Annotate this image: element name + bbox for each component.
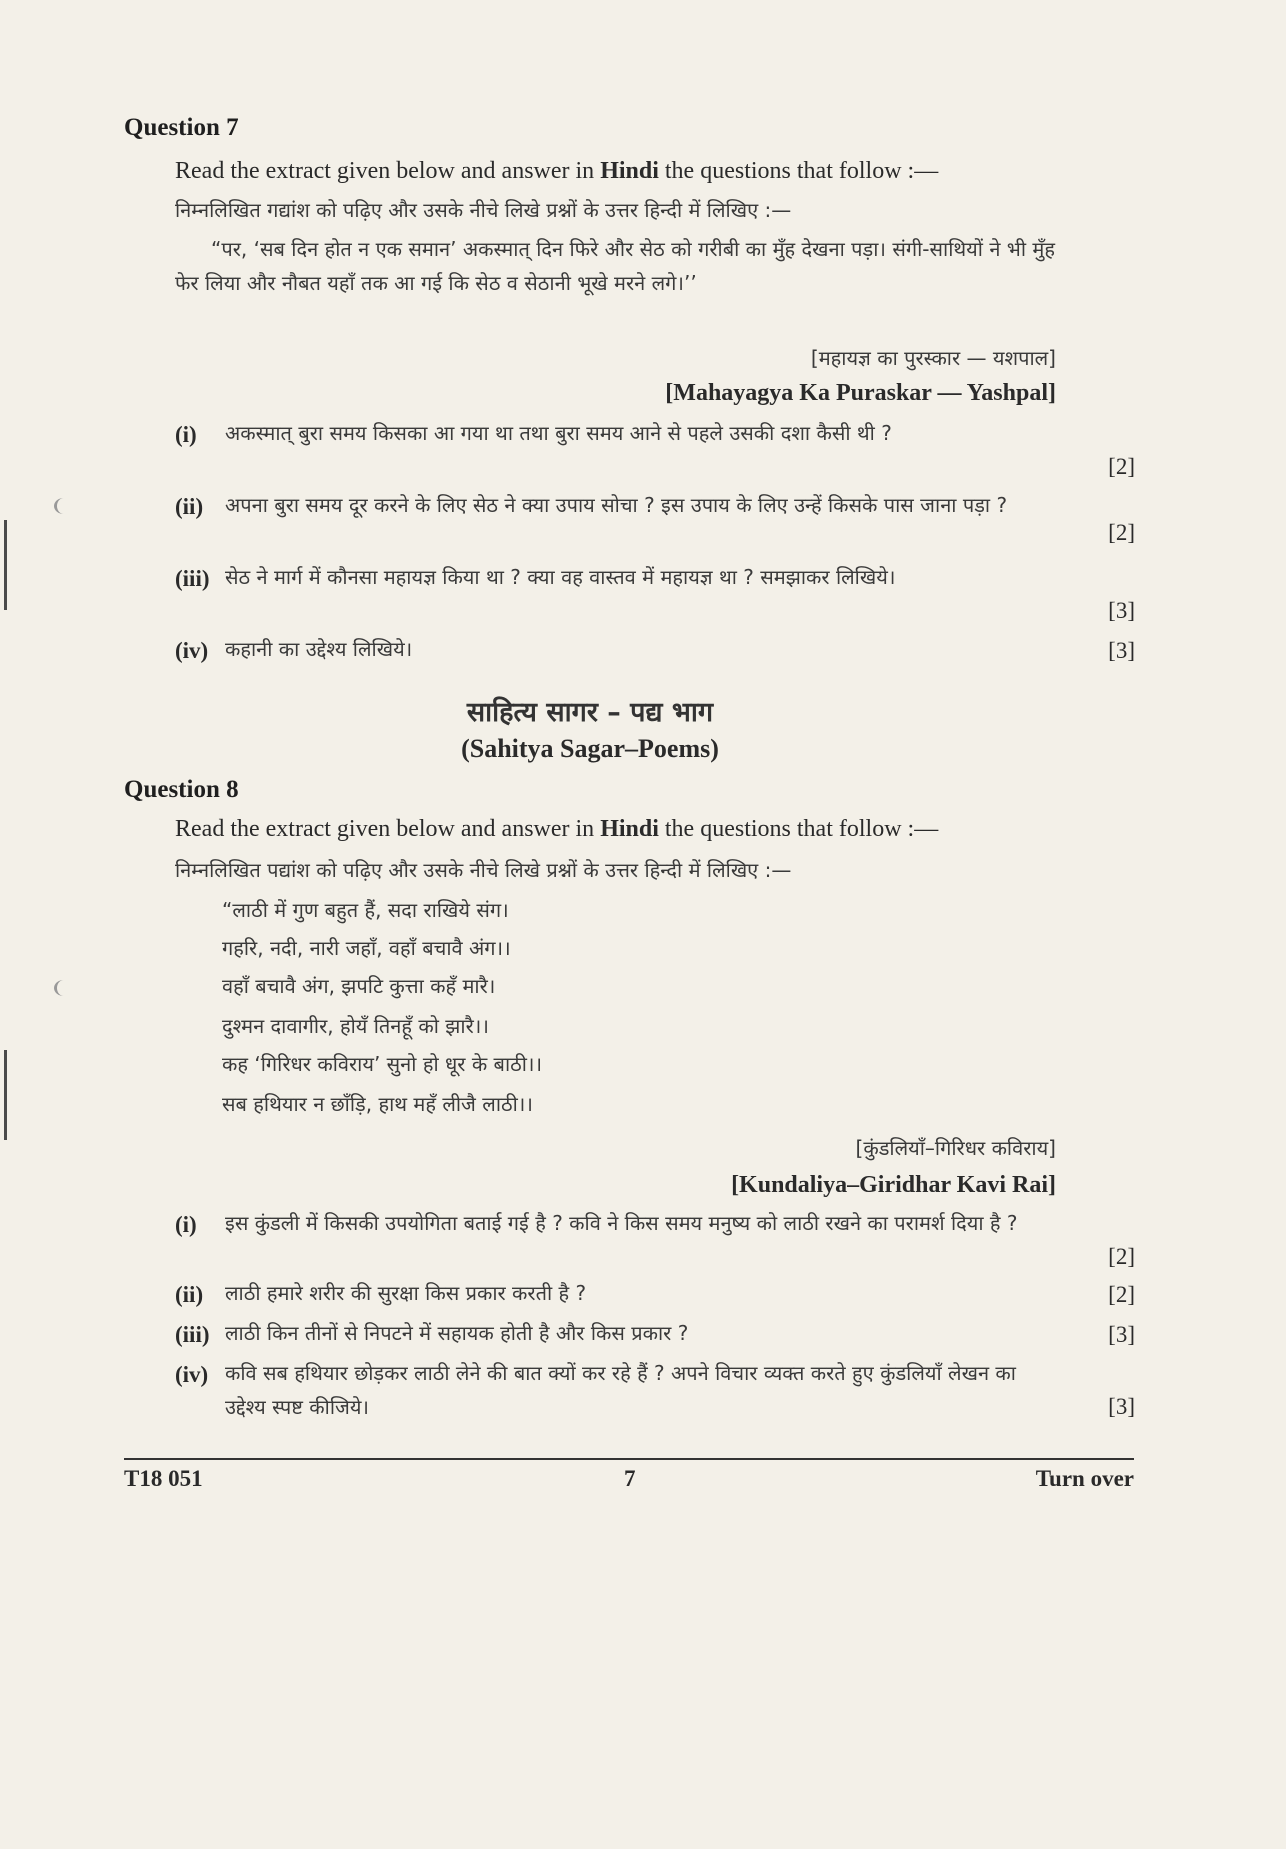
part-text: कवि सब हथियार छोड़कर लाठी लेने की बात क्यों कर रहे हैं ? अपने विचार व्यक्त करते हुए कुंडलियाँ लेखन का उद्देश्य स्पष्ट कीजिये। xyxy=(225,1361,1016,1419)
part-text: लाठी किन तीनों से निपटने में सहायक होती है और किस प्रकार ? xyxy=(225,1321,689,1345)
part-text: सेठ ने मार्ग में कौनसा महायज्ञ किया था ? क्या वह वास्तव में महायज्ञ था ? समझाकर लिखिये। xyxy=(225,565,896,589)
part-number: (iii) xyxy=(175,1322,210,1347)
poem-line: दुश्मन दावागीर, होयँ तिनहूँ को झारै।। xyxy=(222,1014,489,1038)
footer-page-number: 7 xyxy=(624,1466,636,1491)
question-7-heading: Question 7 xyxy=(124,114,239,141)
binding-mark xyxy=(4,520,7,610)
question-7-part-1 xyxy=(175,422,1135,486)
part-marks: [2] xyxy=(1108,454,1135,479)
section-title-en: (Sahitya Sagar–Poems) xyxy=(461,734,719,763)
part-text: लाठी हमारे शरीर की सुरक्षा किस प्रकार करती है ? xyxy=(225,1281,587,1305)
footer-code: T18 051 xyxy=(124,1466,203,1491)
question-7-extract: “पर, ‘सब दिन होत न एक समान’ अकस्मात् दिन फिरे और सेठ को गरीबी का मुँह देखना पड़ा। संगी-साथियों ने भी मुँह फेर लिया और नौबत यहाँ तक आ गई कि सेठ व सेठानी भूखे मरने लगे।’’ xyxy=(175,237,1055,295)
part-text: अकस्मात् बुरा समय किसका आ गया था तथा बुरा समय आने से पहले उसकी दशा कैसी थी ? xyxy=(225,421,892,445)
question-8-part-4 xyxy=(175,1362,1135,1426)
poem-line: सब हथियार न छाँड़ि, हाथ महँ लीजै लाठी।। xyxy=(222,1092,533,1116)
part-marks: [3] xyxy=(1108,1322,1135,1347)
part-number: (iii) xyxy=(175,566,210,591)
poem-line: गहरि, नदी, नारी जहाँ, वहाँ बचावै अंग।। xyxy=(222,936,511,960)
part-marks: [3] xyxy=(1108,638,1135,663)
question-7-part-2 xyxy=(175,494,1135,558)
question-8-source-en: [Kundaliya–Giridhar Kavi Rai] xyxy=(731,1172,1056,1198)
part-text: कहानी का उद्देश्य लिखिये। xyxy=(225,637,413,661)
part-number: (iv) xyxy=(175,1362,209,1387)
question-8-source-hi: [कुंडलियाँ–गिरिधर कविराय] xyxy=(855,1136,1056,1160)
part-number: (i) xyxy=(175,422,197,447)
part-text: इस कुंडली में किसकी उपयोगिता बताई गई है ? कवि ने किस समय मनुष्य को लाठी रखने का परामर्श दिया है ? xyxy=(225,1211,1018,1235)
footer-rule xyxy=(124,1458,1134,1460)
poem-line: “लाठी में गुण बहुत हैं, सदा राखिये संग। xyxy=(222,898,509,922)
part-marks: [2] xyxy=(1108,520,1135,545)
question-7-part-4 xyxy=(175,638,1135,672)
part-marks: [2] xyxy=(1108,1244,1135,1269)
question-8-instruction-en: Read the extract given below and answer in Hindi the questions that follow :— xyxy=(175,816,939,842)
part-marks: [3] xyxy=(1108,1394,1135,1419)
question-8-instruction-hi: निम्नलिखित पद्यांश को पढ़िए और उसके नीचे लिखे प्रश्नों के उत्तर हिन्दी में लिखिए :— xyxy=(175,858,792,882)
question-7-instruction-hi: निम्नलिखित गद्यांश को पढ़िए और उसके नीचे लिखे प्रश्नों के उत्तर हिन्दी में लिखिए :— xyxy=(175,198,792,222)
part-number: (iv) xyxy=(175,638,209,663)
poem-line: कह ‘गिरिधर कविराय’ सुनो हो धूर के बाठी।। xyxy=(222,1052,543,1076)
binding-mark xyxy=(4,1050,7,1140)
punch-hole-mark xyxy=(54,980,73,996)
question-8-heading: Question 8 xyxy=(124,776,239,803)
part-text: अपना बुरा समय दूर करने के लिए सेठ ने क्या उपाय सोचा ? इस उपाय के लिए उन्हें किसके पास जाना पड़ा ? xyxy=(225,493,1008,517)
punch-hole-mark xyxy=(54,498,73,514)
footer-turn-over: Turn over xyxy=(1035,1466,1134,1491)
question-7-source-en: [Mahayagya Ka Puraskar — Yashpal] xyxy=(665,380,1056,406)
question-7-instruction-en: Read the extract given below and answer in Hindi the questions that follow :— xyxy=(175,158,939,184)
part-marks: [2] xyxy=(1108,1282,1135,1307)
poem-line: वहाँ बचावै अंग, झपटि कुत्ता कहँ मारै। xyxy=(222,974,496,998)
question-7-part-3 xyxy=(175,566,1135,630)
part-number: (i) xyxy=(175,1212,197,1237)
question-8-part-1 xyxy=(175,1212,1135,1276)
question-7-source-hi: [महायज्ञ का पुरस्कार — यशपाल] xyxy=(810,346,1056,370)
question-8-part-3 xyxy=(175,1322,1135,1356)
part-number: (ii) xyxy=(175,1282,204,1307)
question-8-part-2 xyxy=(175,1282,1135,1316)
section-title-hi: साहित्य सागर – पद्य भाग xyxy=(466,697,714,728)
part-number: (ii) xyxy=(175,494,204,519)
part-marks: [3] xyxy=(1108,598,1135,623)
